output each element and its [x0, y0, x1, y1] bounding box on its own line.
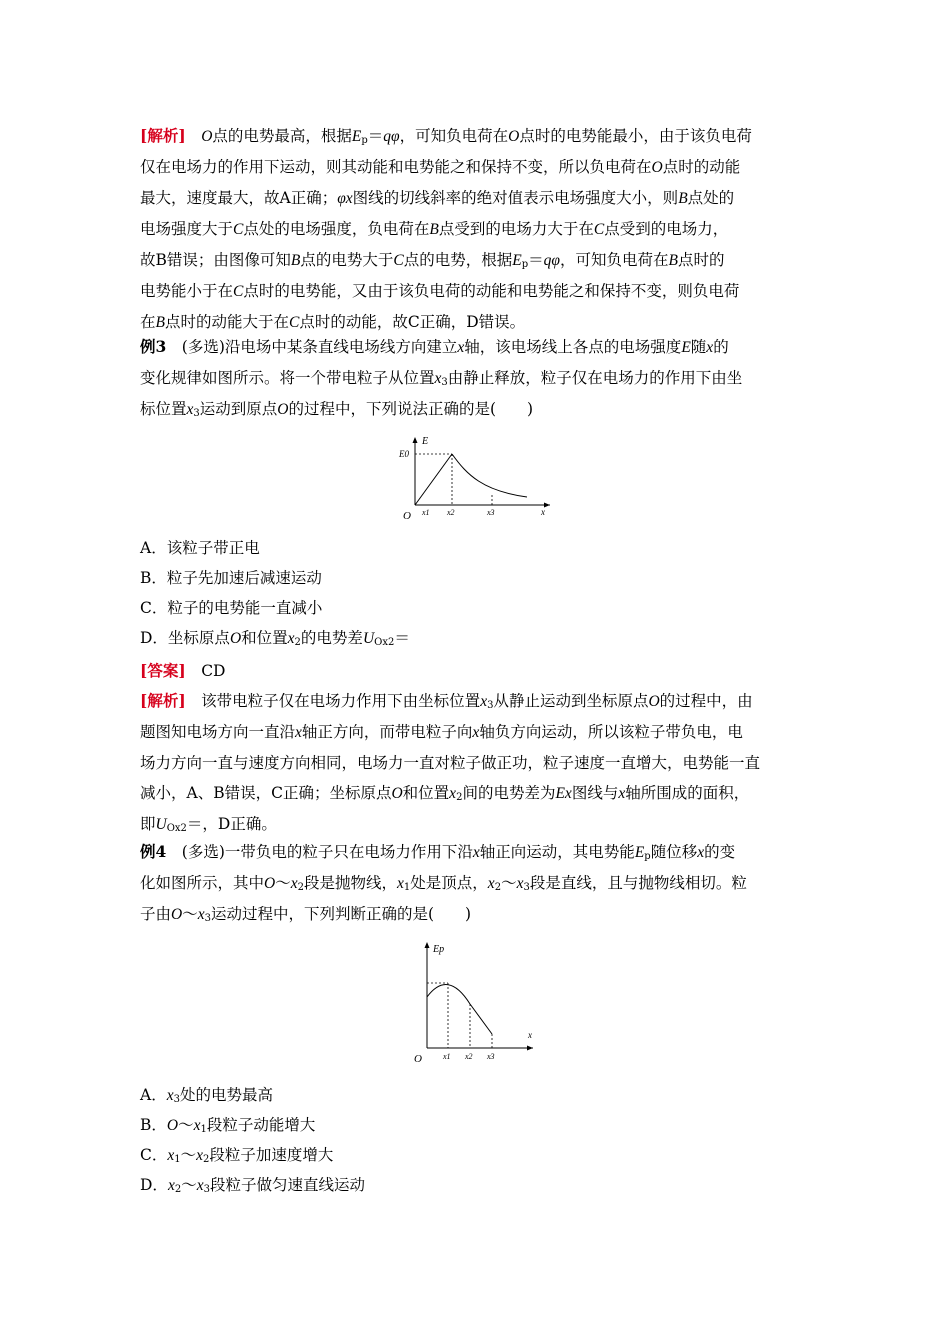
analysis-line: 减小，A、B错误，C正确；坐标原点O和位置$x_2$间的电势差为Ex图线与x轴所围成的面积， [140, 784, 750, 803]
analysis-line: 题图知电场方向一直沿x轴正方向，而带电粒子向x轴负方向运动，所以该粒子带负电，电 [140, 723, 743, 741]
x-axis-arrow-icon [527, 1046, 533, 1051]
answer-value: CD [201, 662, 226, 680]
analysis-line: [解析] 该带电粒子仅在电场力作用下由坐标位置$x_3$从静止运动到坐标原点O的过程中，由 [140, 691, 753, 711]
option-d: D．$x_2\sim x_3$段粒子做匀速直线运动 [140, 1176, 365, 1195]
question-line: 变化规律如图所示。将一个带电粒子从位置$x_3$由静止释放，粒子仅在电场力的作用下由坐 [140, 369, 743, 388]
y-axis-label: E [422, 436, 429, 447]
e0-label: E0 [399, 449, 409, 459]
question-line: 标位置$x_3$运动到原点O的过程中，下列说法正确的是( ) [140, 400, 534, 419]
x-axis-label: x [528, 1030, 532, 1040]
analysis-line: 仅在电场力的作用下运动，则其动能和电势能之和保持不变，所以负电荷在O点时的动能 [140, 158, 741, 176]
option-b: B．$O\sim x_1$段粒子动能增大 [140, 1116, 316, 1135]
x1-label: x1 [422, 508, 430, 517]
question-line: 子由$O\sim x_3$运动过程中，下列判断正确的是( ) [140, 905, 472, 924]
example-label: 例4 [140, 842, 167, 861]
question-line: 例4 (多选)一带负电的粒子只在电场力作用下沿x轴正向运动，其电势能$E_p$随位移x的变 [140, 842, 736, 862]
answer-line [140, 656, 225, 686]
option-c: C．粒子的电势能一直减小 [140, 599, 323, 617]
option-a: A．该粒子带正电 [140, 539, 260, 557]
analysis-block-1 [140, 121, 810, 338]
x-axis-label: x [541, 507, 545, 517]
origin-label: O [414, 1053, 422, 1063]
analysis-tag: [解析] [140, 126, 186, 145]
x2-label: x2 [447, 508, 455, 517]
analysis-line: 在B点时的动能大于在C点时的动能，故C正确，D错误。 [140, 313, 526, 331]
x3-label: x3 [487, 1052, 495, 1061]
option-c: C．$x_1\sim x_2$段粒子加速度增大 [140, 1146, 334, 1165]
y-axis-arrow-icon [413, 437, 418, 443]
option-a: A．$x_3$处的电势最高 [140, 1086, 273, 1105]
analysis-line: 电场强度大于C点处的电场强度，负电荷在B点受到的电场力大于在C点受到的电场力， [140, 220, 729, 238]
analysis-line: 最大，速度最大，故A正确；φx图线的切线斜率的绝对值表示电场强度大小，则B点处的 [140, 189, 735, 207]
e-x-graph [395, 433, 560, 523]
e-rising-line [415, 454, 452, 505]
origin-label: O [403, 510, 411, 522]
analysis-tag: [解析] [140, 691, 186, 710]
analysis-line: 场力方向一直与速度方向相同，电场力一直对粒子做正功，粒子速度一直增大，电势能一直 [140, 754, 761, 772]
analysis-line: 故B错误；由图像可知B点的电势大于C点的电势，根据$E_p=q\varphi$，可知负电荷在B点时的 [140, 251, 725, 270]
question-line: 化如图所示，其中$O\sim x_2$段是抛物线，$x_1$处是顶点，$x_2\sim x_3$段是直线，且与抛物线相切。粒 [140, 874, 747, 893]
ep-parabola [427, 985, 470, 1004]
y-axis-arrow-icon [425, 942, 430, 948]
question-line: 例3 (多选)沿电场中某条直线电场线方向建立x轴，该电场线上各点的电场强度E随x的 [140, 337, 729, 356]
ep-straight-line [470, 1004, 492, 1034]
analysis-line: [解析] O点的电势最高，根据$E_p=q\varphi$，可知负电荷在O点时的电势能最小，由于该负电荷 [140, 126, 752, 146]
analysis-line: 即$U_{Ox2}=$，D正确。 [140, 815, 277, 834]
option-b: B．粒子先加速后减速运动 [140, 569, 322, 587]
option-d: D．坐标原点O和位置$x_2$的电势差$U_{Ox2}=$ [140, 629, 410, 648]
e-decay-curve [452, 454, 527, 497]
answer-tag: [答案] [140, 661, 186, 680]
ep-x-graph [410, 938, 540, 1063]
analysis-block-2 [140, 686, 810, 840]
x2-label: x2 [465, 1052, 473, 1061]
x1-label: x1 [443, 1052, 451, 1061]
x3-label: x3 [487, 508, 495, 517]
y-axis-label: Ep [433, 944, 445, 955]
example-4-question [140, 837, 810, 930]
example-label: 例3 [140, 337, 167, 356]
analysis-line: 电势能小于在C点时的电势能，又由于该负电荷的动能和电势能之和保持不变，则负电荷 [140, 282, 740, 300]
example-3-question [140, 332, 810, 425]
